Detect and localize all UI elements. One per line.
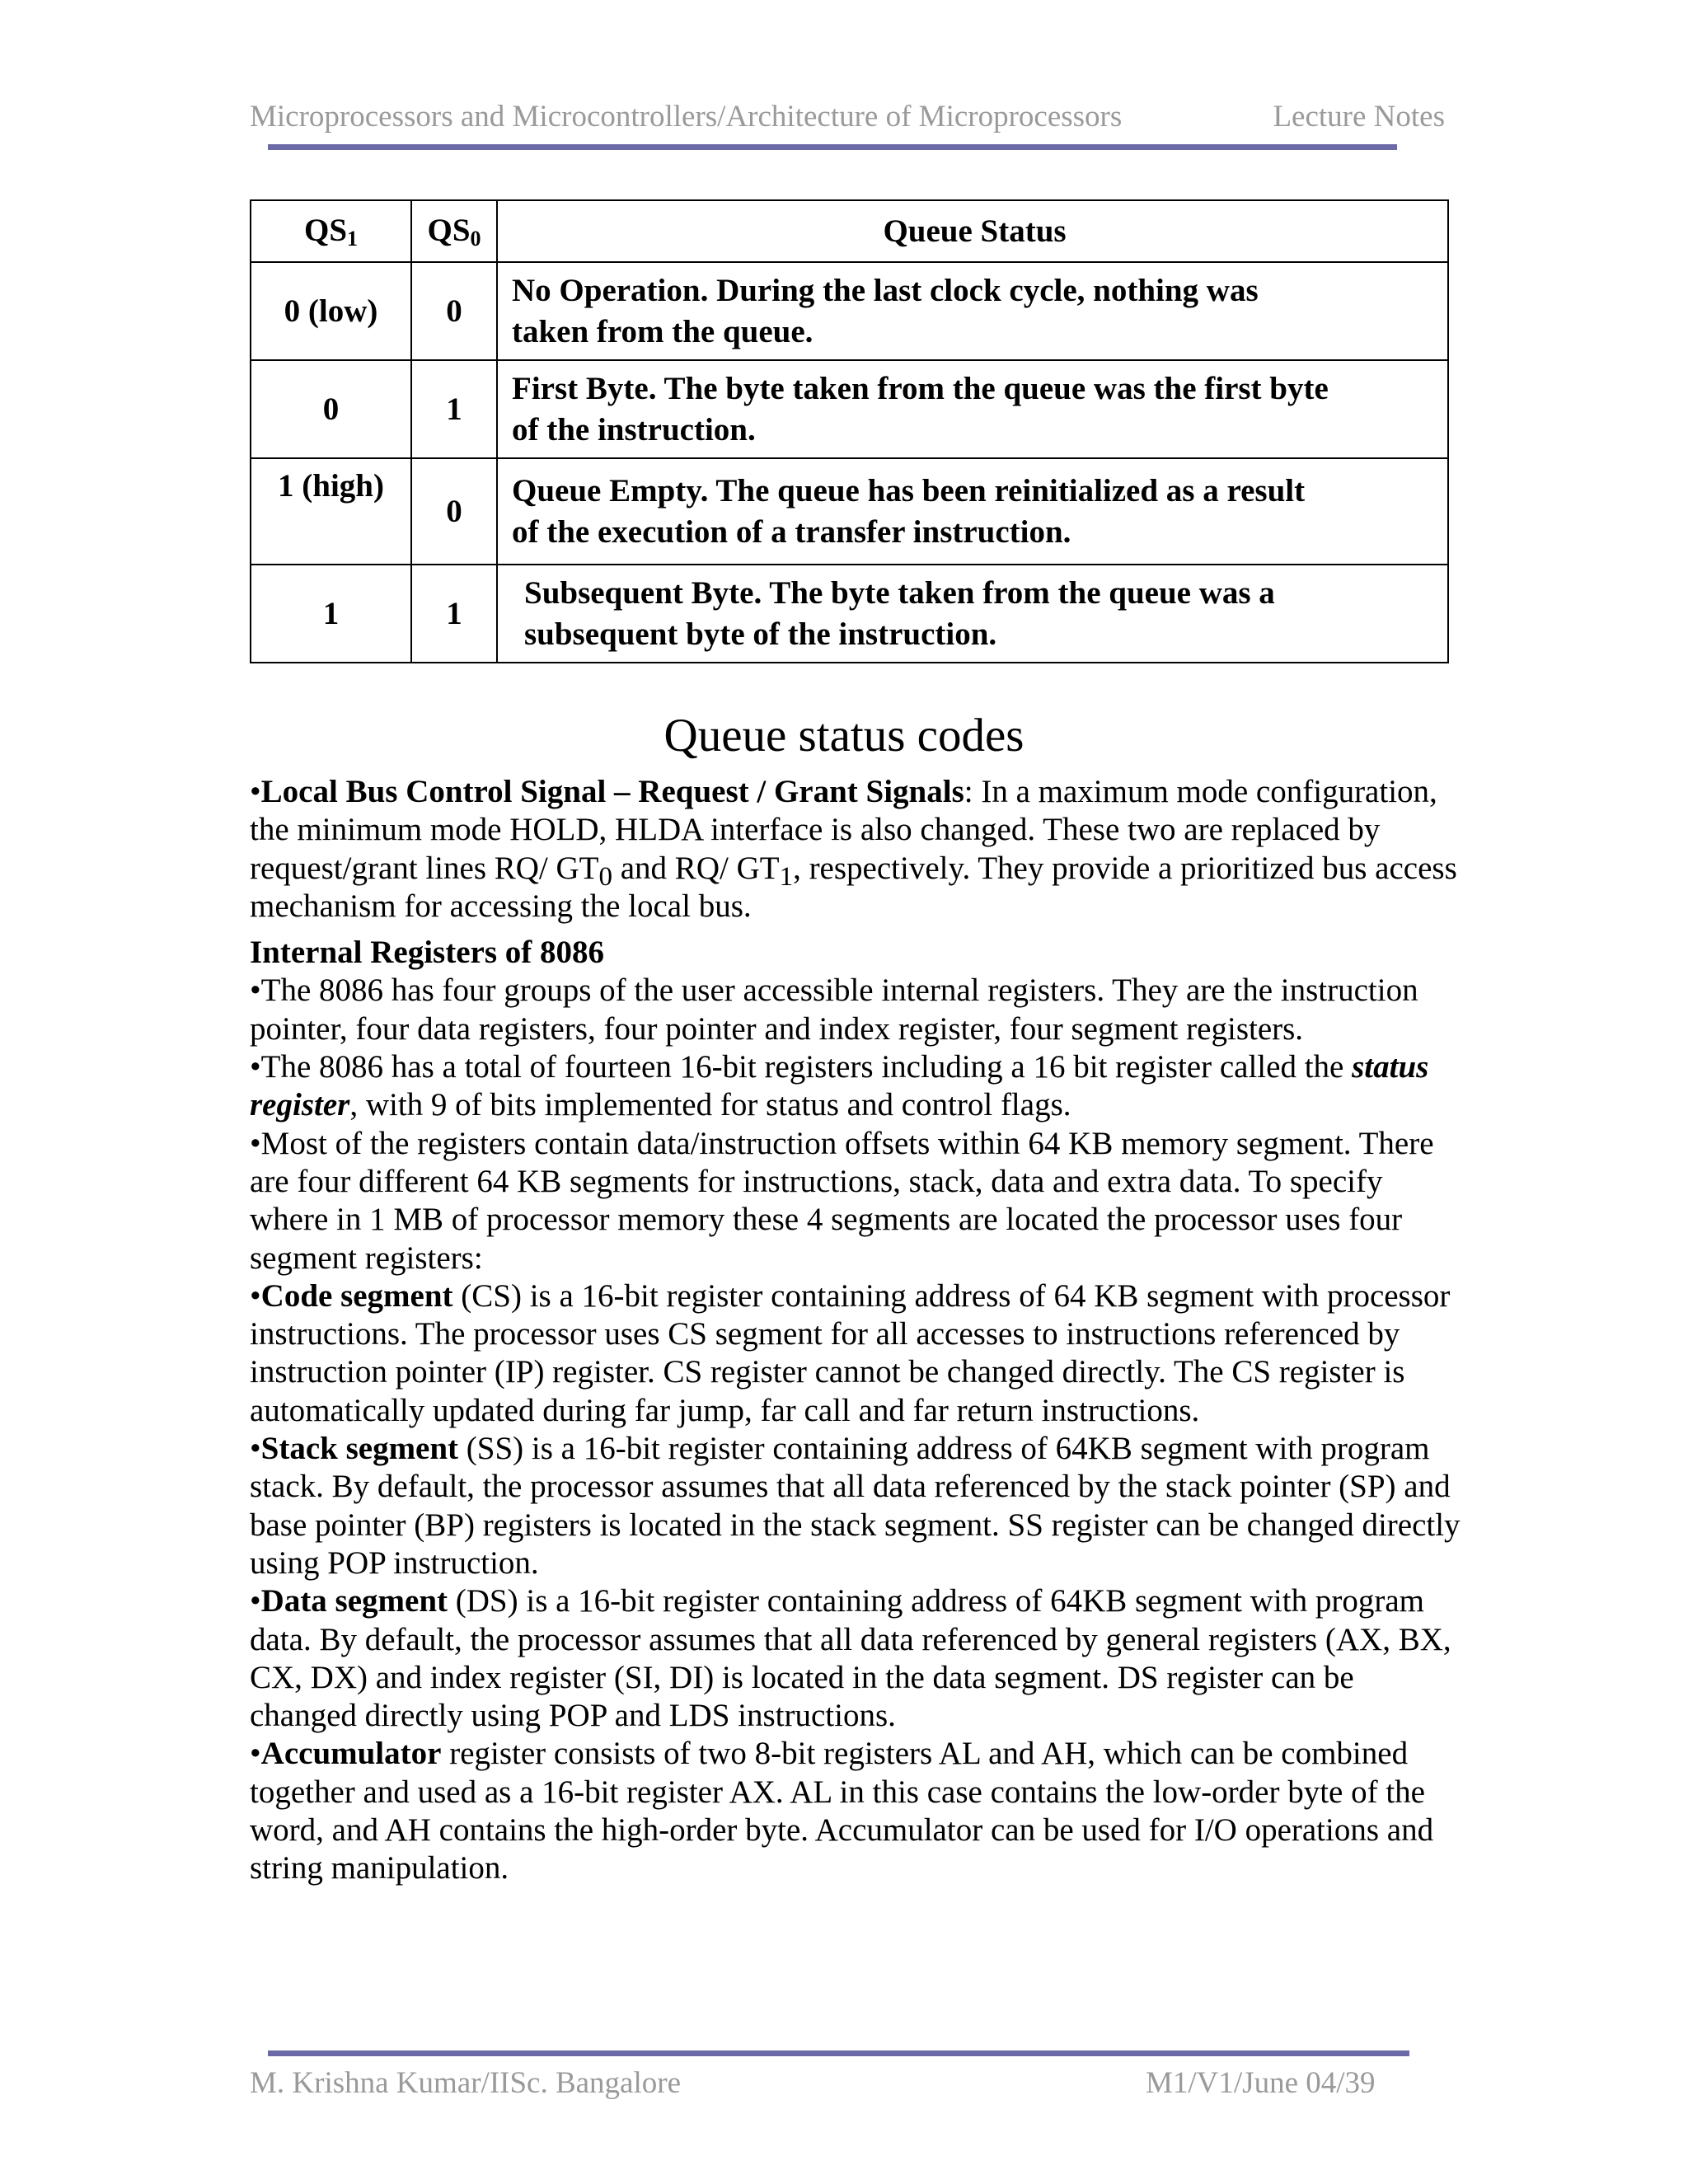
table-row [251,565,1448,663]
footer-page-number: M1/V1/June 04/39 [1146,2066,1376,2100]
col-header-qs1: $QS_1$ [251,200,411,262]
footer-rule [268,2050,1409,2056]
cell-status: No Operation. During the last clock cycle, nothing was taken from the queue. [497,262,1448,360]
table-header-row [251,200,1448,262]
paragraph-data-segment: •Data segment (DS) is a 16-bit register containing address of 64KB segment with program data. By default, the processor assumes that all data referenced by general registers (AX, BX, CX, DX) and index register (SI, DI) is located in the data segment. DS register can be changed directly using POP and LDS instructions. [250,1583,1451,1734]
cell-status: Queue Empty. The queue has been reinitialized as a result of the execution of a transfer instruction. [497,458,1448,565]
cell-qs1: 0 [251,360,411,458]
col-header-qs0: $QS_0$ [411,200,497,262]
queue-status-table [250,199,1449,663]
paragraph-stack-segment: •Stack segment (SS) is a 16-bit register containing address of 64KB segment with program stack. By default, the processor assumes that all data referenced by the stack pointer (SP) and base pointer (BP) registers is located in the stack segment. SS register can be changed directly using POP instruction. [250,1431,1461,1581]
paragraph-fourteen-registers: •The 8086 has a total of fourteen 16-bit registers including a 16 bit register called the status register, with 9 of bits implemented for status and control flags. [250,1049,1429,1123]
cell-qs0: 1 [411,565,497,663]
header-title: Microprocessors and Microcontrollers/Architecture of Microprocessors [250,100,1123,134]
cell-qs1: 1 [251,565,411,663]
section-heading: Internal Registers of 8086 [250,935,605,971]
cell-qs0: 0 [411,458,497,565]
paragraph-local-bus: •Local Bus Control Signal – Request / Grant Signals: In a maximum mode configuration, the minimum mode HOLD, HLDA interface is also changed. These two are replaced by request/grant lines RQ/ $GT_0$ and RQ/ $GT_1$, respectively. They provide a prioritized bus access mechanism for accessing the local bus. [250,774,1457,924]
cell-status: Subsequent Byte. The byte taken from the queue was a subsequent byte of the instruction. [497,565,1448,663]
table-row [251,360,1448,458]
col-header-status: Queue Status [497,200,1448,262]
cell-status: First Byte. The byte taken from the queue was the first byte of the instruction. [497,360,1448,458]
paragraph-accumulator: •Accumulator register consists of two 8-bit registers AL and AH, which can be combined together and used as a 16-bit register AX. AL in this case contains the low-order byte of the word, and AH contains the high-order byte. Accumulator can be used for I/O operations and string manipulation. [250,1736,1434,1886]
paragraph-segments: •Most of the registers contain data/instruction offsets within 64 KB memory segment. There are four different 64 KB segments for instructions, stack, data and extra data. To specify where in 1 MB of processor memory these 4 segments are located the processor uses four segment registers: [250,1125,1434,1276]
table-row [251,458,1448,565]
header-rule [268,144,1397,150]
cell-qs1: 0 (low) [251,262,411,360]
paragraph-register-groups: •The 8086 has four groups of the user accessible internal registers. They are the instruction pointer, four data registers, four pointer and index register, four segment registers. [250,972,1418,1047]
header-label: Lecture Notes [1273,100,1445,134]
cell-qs1: 1 (high) [251,458,411,565]
paragraph-code-segment: •Code segment (CS) is a 16-bit register containing address of 64 KB segment with processor instructions. The processor uses CS segment for all accesses to instructions referenced by instruction pointer (IP) register. CS register cannot be changed directly. The CS register is automatically updated during far jump, far call and far return instructions. [250,1277,1451,1428]
cell-qs0: 0 [411,262,497,360]
table-caption: Queue status codes [663,710,1025,762]
body-text [250,773,1461,1888]
table-row [251,262,1448,360]
footer-author: M. Krishna Kumar/IISc. Bangalore [250,2066,682,2100]
cell-qs0: 1 [411,360,497,458]
